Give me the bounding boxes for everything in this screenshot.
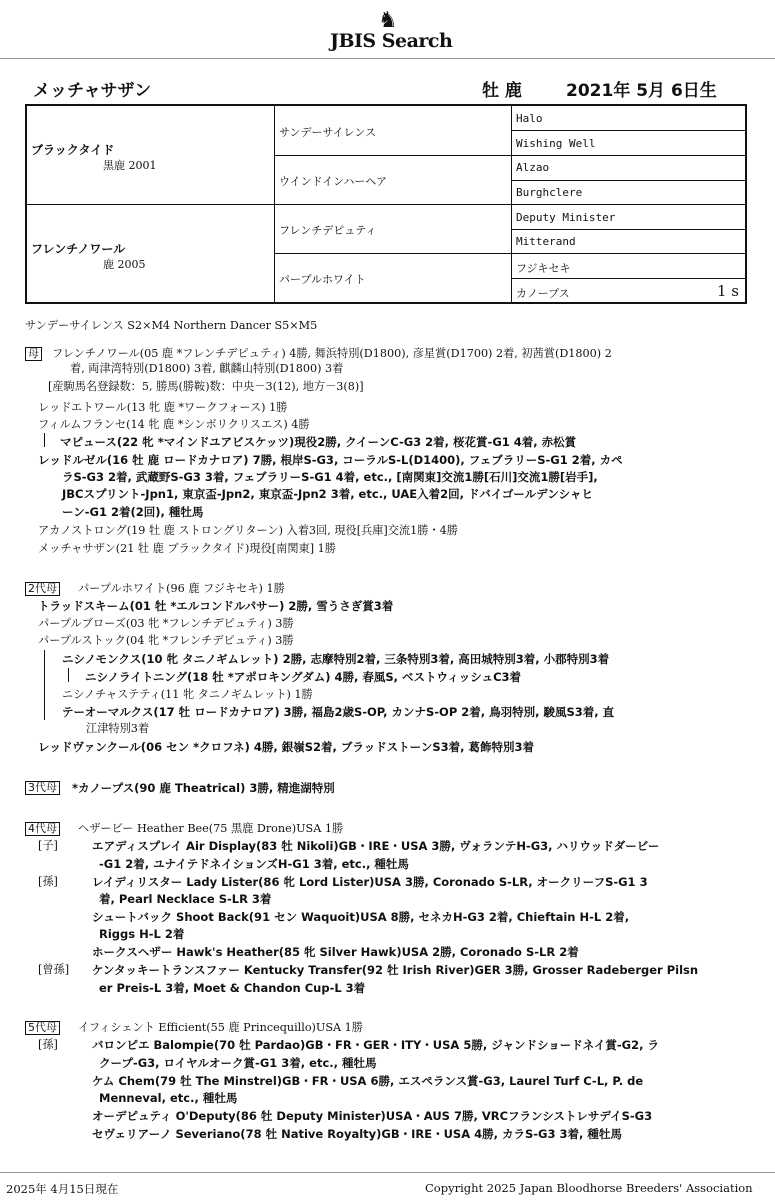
logo-text: JBIS Search [330, 30, 453, 52]
g2-line-6: ニシノライトニング(18 牡 *アポロキングダム) 4勝, 春風S, ベストウィッシュC3着 [85, 670, 522, 684]
dam-line-12: メッチャサザン(21 牡 鹿 ブラックタイド)現役[南関東] 1勝 [38, 542, 336, 555]
g4-line-5: 着, Pearl Necklace S-LR 3着 [99, 892, 272, 906]
g2-tag: 2代母 [25, 582, 60, 596]
g3-line-1: *カノープス(90 鹿 Theatrical) 3勝, 精進湖特別 [72, 781, 335, 795]
g2-line-10: レッドヴァンクール(06 セン *クロフネ) 4勝, 銀嶺S2着, ブラッドストーンS3着, 葛飾特別3着 [38, 740, 534, 754]
dam-sire[interactable]: フレンチデピュティ [279, 224, 377, 237]
g5-line-6: オーデピュティ O'Deputy(86 牡 Deputy Minister)USA・AUS 7勝, VRCフランシストレサデイS-G3 [92, 1109, 653, 1123]
g2-line-9: 江津特別3着 [86, 722, 150, 735]
g2-line-8: テーオーマルクス(17 牡 ロードカナロア) 3勝, 福島2歳S-OP, カンナS-OP 2着, 鳥羽特別, 駿風S3着, 直 [62, 705, 615, 719]
sire-dam[interactable]: ウインドインハーヘア [279, 175, 388, 188]
g2-line-5: ニシノモンクス(10 牝 タニノギムレット) 2勝, 志摩特別2着, 三条特別3着, 高田城特別3着, 小郡特別3着 [62, 652, 610, 666]
dam-color-year: 鹿 2005 [103, 258, 146, 271]
g3-6[interactable]: Mitterand [516, 235, 576, 248]
dam-tag: 母 [25, 347, 42, 361]
g3-5[interactable]: Deputy Minister [516, 211, 616, 224]
g4-line-1: ヘザービー Heather Bee(75 黒鹿 Drone)USA 1勝 [78, 822, 344, 835]
g5-tag: 5代母 [25, 1021, 60, 1035]
g3-8[interactable]: カノープス [516, 287, 570, 300]
g4-tag: 4代母 [25, 822, 60, 836]
footer-copyright: Copyright 2025 Japan Bloodhorse Breeders' Association [425, 1181, 753, 1195]
jbis-logo[interactable] [320, 8, 470, 52]
g3-tag: 3代母 [25, 781, 60, 795]
g2-line-3: パープルブローズ(03 牝 *フレンチデピュティ) 3勝 [38, 617, 294, 630]
family-number: 1 s [717, 282, 740, 300]
sire-name[interactable]: ブラックタイド [31, 143, 115, 157]
g3-1[interactable]: Halo [516, 112, 543, 125]
g4-line-10: er Preis-L 3着, Moet & Chandon Cup-L 3着 [99, 981, 366, 995]
g4-label-child: [子] [38, 839, 58, 852]
g4-line-2: エアディスプレイ Air Display(83 牡 Nikoli)GB・IRE・USA 3勝, ヴォランテH-G3, ハリウッドダービー [92, 839, 660, 853]
g4-line-6: シュートバック Shoot Back(91 セン Waquoit)USA 8勝, セネカH-G3 2着, Chieftain H-L 2着, [92, 910, 630, 924]
indent-bar [44, 650, 45, 720]
g3-4[interactable]: Burghclere [516, 186, 583, 199]
g5-line-2: バロンピエ Balompie(70 牡 Pardao)GB・FR・GER・ITY・USA 5勝, ジャンドショードネイ賞-G2, ラ [92, 1038, 659, 1052]
footer-divider [0, 1172, 775, 1173]
sire-color-year: 黒鹿 2001 [103, 159, 157, 172]
dam-line-6: マピュース(22 牝 *マインドユアビスケッツ)現役2勝, クイーンC-G3 2着, 桜花賞-G1 4着, 赤松賞 [60, 435, 577, 449]
indent-bar [68, 668, 69, 682]
sire-sire[interactable]: サンデーサイレンス [279, 126, 377, 139]
g2-line-1: パープルホワイト(96 鹿 フジキセキ) 1勝 [78, 582, 285, 595]
footer-date: 2025年 4月15日現在 [6, 1182, 119, 1196]
pedigree-table [25, 104, 747, 304]
dam-line-8: ラS-G3 2着, 武蔵野S-G3 3着, フェブラリーS-G1 4着, etc., [南関東]交流1勝[石川]交流1勝[岩手], [62, 470, 598, 484]
g4-line-8: ホークスヘザー Hawk's Heather(85 牝 Silver Hawk)USA 2勝, Coronado S-LR 2着 [92, 945, 579, 959]
dam-name[interactable]: フレンチノワール [31, 242, 126, 256]
dam-line-11: アカノストロング(19 牡 鹿 ストロングリターン) 入着3回, 現役[兵庫]交流1勝・4勝 [38, 524, 458, 537]
birth-date: 2021年 5月 6日生 [566, 81, 717, 101]
indent-bar [44, 433, 45, 447]
g3-7[interactable]: フジキセキ [516, 262, 571, 275]
horse-rider-icon: ♞ [378, 8, 398, 33]
g4-line-9: ケンタッキートランスファー Kentucky Transfer(92 牡 Irish River)GER 3勝, Grosser Radeberger Pilsn [92, 963, 699, 977]
dam-line-1: フレンチノワール(05 鹿 *フレンチデピュティ) 4勝, 舞浜特別(D1800), 彦星賞(D1700) 2着, 初茜賞(D1800) 2 [52, 347, 612, 360]
dam-line-5: フィルムフランセ(14 牝 鹿 *シンボリクリスエス) 4勝 [38, 418, 310, 431]
g5-line-5: Menneval, etc., 種牡馬 [99, 1091, 238, 1105]
g4-label-greatgrandchild: [曾孫] [38, 963, 70, 976]
sex-color: 牡 鹿 [482, 81, 522, 101]
g2-line-7: ニシノチャステティ(11 牝 タニノギムレット) 1勝 [62, 688, 313, 701]
g5-label-grandchild: [孫] [38, 1038, 58, 1051]
dam-line-7: レッドルゼル(16 牡 鹿 ロードカナロア) 7勝, 根岸S-G3, コーラルS-L(D1400), フェブラリーS-G1 2着, カペ [38, 453, 623, 467]
inbreeding: サンデーサイレンス S2×M4 Northern Dancer S5×M5 [25, 319, 318, 332]
dam-line-4: レッドエトワール(13 牝 鹿 *ワークフォース) 1勝 [38, 401, 288, 414]
dam-line-3: [産駒馬名登録数：5, 勝馬(勝鞍)数：中央－3(12), 地方－3(8)] [48, 380, 364, 393]
g5-line-4: ケム Chem(79 牡 The Minstrel)GB・FR・USA 6勝, エスペランス賞-G3, Laurel Turf C-L, P. de [92, 1074, 644, 1088]
g4-line-4: レイディリスター Lady Lister(86 牝 Lord Lister)USA 3勝, Coronado S-LR, オークリーフS-G1 3 [92, 875, 648, 889]
g3-2[interactable]: Wishing Well [516, 137, 596, 150]
g3-3[interactable]: Alzao [516, 161, 550, 174]
g2-line-2: トラッドスキーム(01 牡 *エルコンドルパサー) 2勝, 雪うさぎ賞3着 [38, 599, 394, 613]
dam-line-9: JBCスプリント-Jpn1, 東京盃-Jpn2, 東京盃-Jpn2 3着, etc., UAE入着2回, ドバイゴールデンシャヒ [62, 487, 593, 501]
dam-line-10: ーン-G1 2着(2回), 種牡馬 [62, 505, 204, 519]
header-divider [0, 58, 775, 59]
dam-line-2: 着, 両津湾特別(D1800) 3着, 麒麟山特別(D1800) 3着 [70, 362, 344, 375]
g4-line-7: Riggs H-L 2着 [99, 927, 185, 941]
dam-dam[interactable]: パープルホワイト [279, 273, 366, 286]
g5-line-3: クープ-G3, ロイヤルオーク賞-G1 3着, etc., 種牡馬 [99, 1056, 377, 1070]
g5-line-1: イフィシェント Efficient(55 鹿 Princequillo)USA 1勝 [78, 1021, 363, 1034]
g4-line-3: -G1 2着, ユナイテドネイションズH-G1 3着, etc., 種牡馬 [99, 857, 409, 871]
horse-name: メッチャサザン [33, 81, 152, 101]
g4-label-grandchild: [孫] [38, 875, 58, 888]
g5-line-7: セヴェリアーノ Severiano(78 牡 Native Royalty)GB・IRE・USA 4勝, カラS-G3 3着, 種牡馬 [92, 1127, 622, 1141]
g2-line-4: パープルストック(04 牝 *フレンチデピュティ) 3勝 [38, 634, 294, 647]
